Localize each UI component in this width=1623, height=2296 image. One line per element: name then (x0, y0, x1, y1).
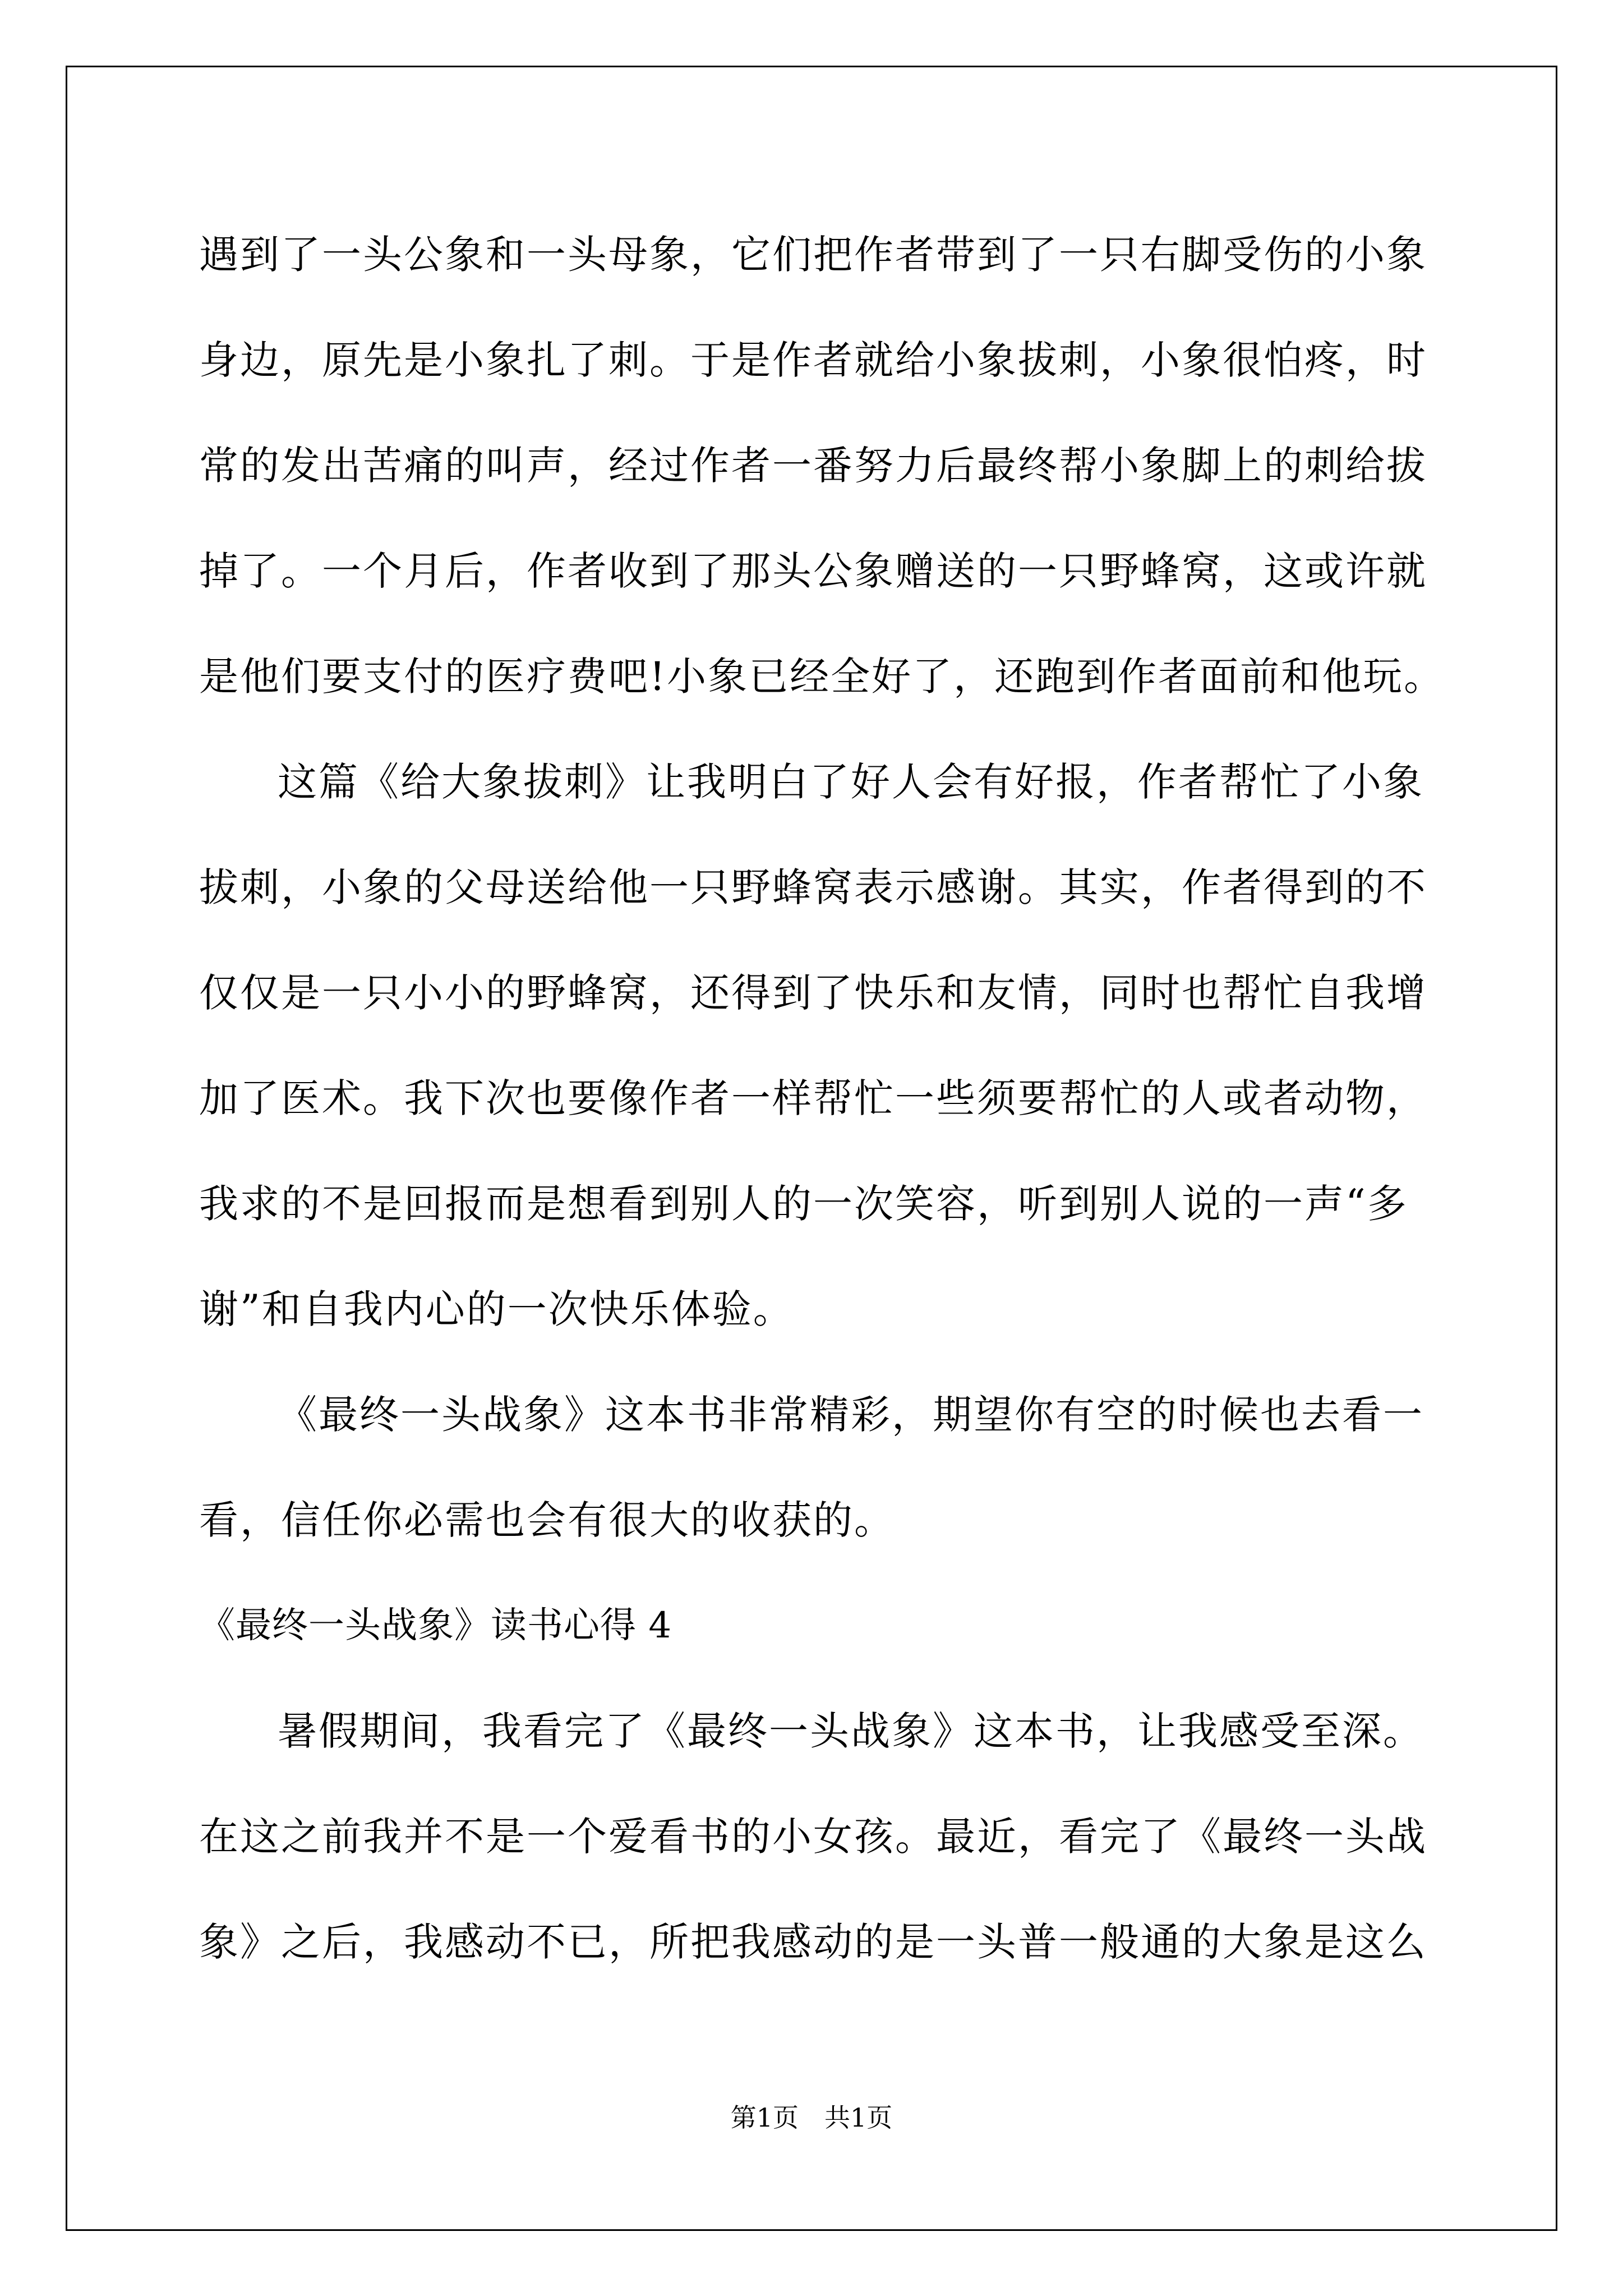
text-line: 象》之后，我感动不已，所把我感动的是一头普一般通的大象是这么 (199, 1919, 1427, 1965)
text-line: 我求的不是回报而是想看到别人的一次笑容，听到别人说的一声“多 (199, 1181, 1408, 1227)
text-line: 遇到了一头公象和一头母象，它们把作者带到了一只右脚受伤的小象 (199, 232, 1427, 278)
section-heading: 《最终一头战象》读书心得 4 (199, 1605, 672, 1646)
text-line: 看，信任你必需也会有很大的收获的。 (199, 1497, 895, 1543)
page-number-footer: 第1页 共1页 (730, 2102, 893, 2133)
paragraph-start-line: 这篇《给大象拔刺》让我明白了好人会有好报，作者帮忙了小象 (278, 759, 1424, 805)
text-line: 常的发出苦痛的叫声，经过作者一番努力后最终帮小象脚上的刺给拔 (199, 443, 1427, 489)
text-line: 谢”和自我内心的一次快乐体验。 (199, 1286, 794, 1332)
text-line: 身边，原先是小象扎了刺。于是作者就给小象拔刺，小象很怕疼，时 (199, 337, 1427, 383)
text-line: 掉了。一个月后，作者收到了那头公象赠送的一只野蜂窝，这或许就 (199, 548, 1427, 594)
document-body (199, 202, 1445, 1995)
text-line: 仅仅是一只小小的野蜂窝，还得到了快乐和友情，同时也帮忙自我增 (199, 970, 1427, 1016)
paragraph-start-line: 《最终一头战象》这本书非常精彩，期望你有空的时候也去看一 (278, 1392, 1424, 1438)
text-line: 拔刺，小象的父母送给他一只野蜂窝表示感谢。其实，作者得到的不 (199, 864, 1427, 910)
text-line: 在这之前我并不是一个爱看书的小女孩。最近，看完了《最终一头战 (199, 1814, 1427, 1860)
paragraph-start-line: 暑假期间，我看完了《最终一头战象》这本书，让我感受至深。 (278, 1708, 1424, 1754)
text-line: 是他们要支付的医疗费吧!小象已经全好了，还跑到作者面前和他玩。 (199, 654, 1445, 700)
text-line: 加了医术。我下次也要像作者一样帮忙一些须要帮忙的人或者动物， (199, 1075, 1427, 1121)
